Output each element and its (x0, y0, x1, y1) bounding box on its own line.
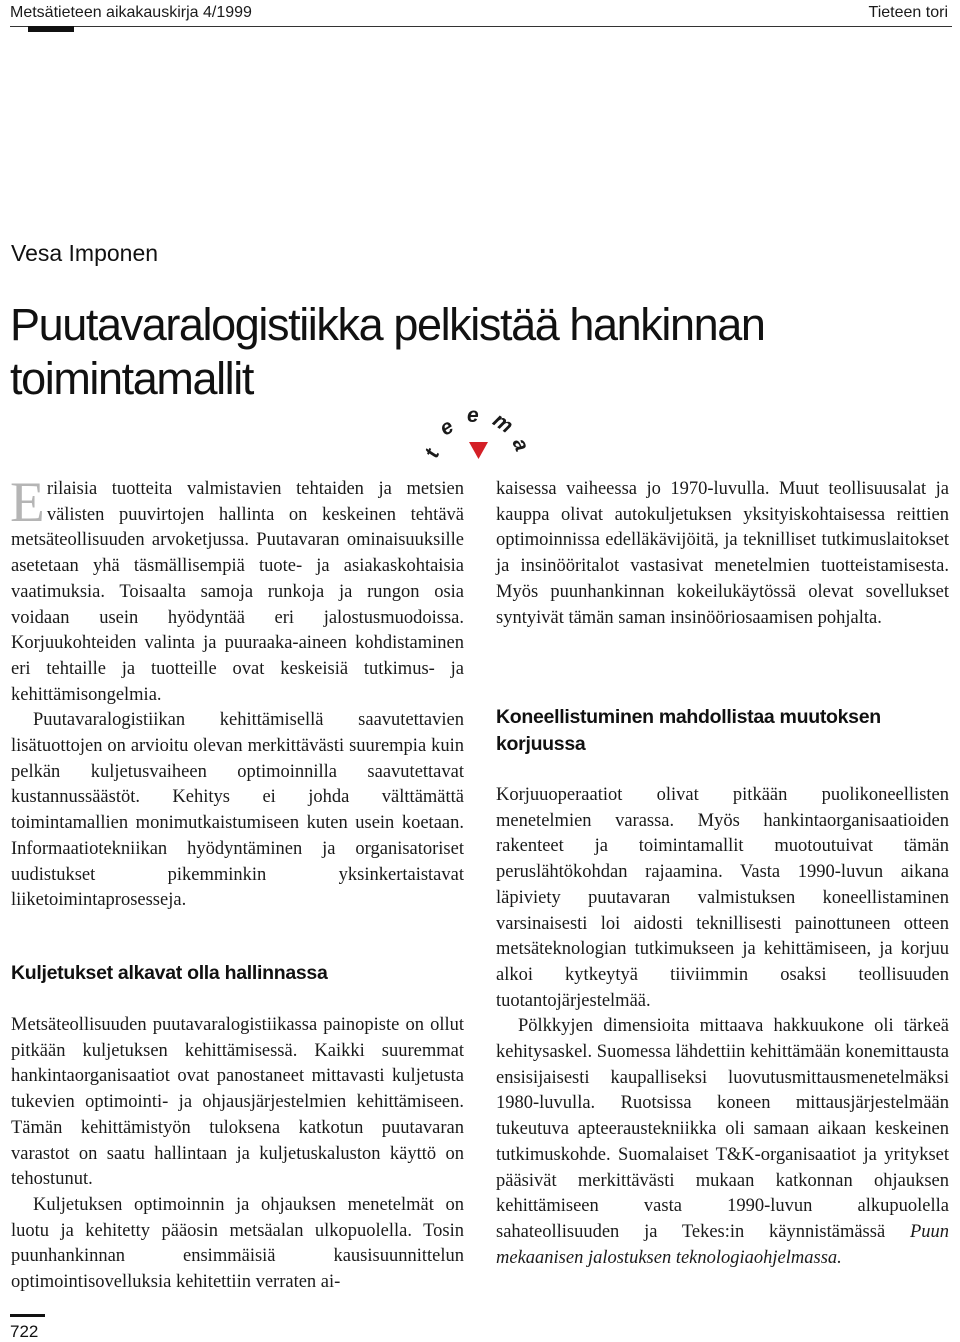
theme-letter: e (435, 414, 458, 441)
article-title: Puutavaralogistiikka pelkistää hankinnan toimintamallit (10, 299, 765, 404)
section-mechanization-paragraph-1: Korjuuoperaatiot olivat pitkään puolikoneellisten menetelmien varassa. Myös hankintaorganisaatioiden rakenteet ja toimintamallit muotoutuivat tämän peruslähtökohdan rajaamina. Vasta 1990-luvun aikana läpiviety puutavaran valmistuksen koneellistaminen varsinaisesti loi aidosti teknillisesti painottuneen otteen metsäteknologian tutkimukseen ja kehittämiseen, ja korjuu alkoi kytkeytyä tiiviimmin osaksi teollisuuden tuotantojärjestelmää. (496, 785, 949, 1011)
page-number-rule (10, 1314, 45, 1317)
continuation-text (496, 477, 949, 631)
theme-letter: m (488, 408, 518, 438)
section-heading-transport: Kuljetukset alkavat olla hallinnassa (11, 962, 328, 984)
theme-marker (415, 395, 545, 470)
section-transport-text (11, 1013, 464, 1296)
header-accent-block (28, 26, 74, 32)
header-rule (10, 26, 952, 27)
section-mechanization-paragraph-2-text: Pölkkyjen dimensioita mittaava hakkuukone oli tärkeä kehitysaskel. Suomessa lähdettiin kehittämään konemittausta ensisijaisesti kaupalliseksi luovutusmittausmenetelmäksi 1980-luvulla. Ruotsissa koneen mittausjärjestelmään tukeutuva apteeraustekniikka oli samaan aikaan keskeinen tutkimuskohde. Suomalaiset T&K-organisaatiot ja yritykset pääsivät merkittävästi mukaan katkonnan ohjauksen kehittämiseen vasta 1990-luvun alkupuolella sahateollisuuden ja Tekes:in käynnistämässä (496, 1016, 949, 1242)
intro-paragraph-1 (10, 471, 464, 708)
triangle-down-icon (469, 442, 488, 459)
intro-text (10, 471, 464, 914)
intro-paragraph-2: Puutavaralogistiikan kehittämisellä saavutettavien lisätuottojen on arvioitu olevan merkittävästi suurempia kuin pelkän kuljetusvaiheen optimoinnilla saavutettavat kustannussäästöt. Kehitys ei johda välttämättä toimintamallien monimutkaistumiseen kuten usein koetaan. Informaatiotekniikan hyödyntäminen ja organisatoriset uudistukset pikemminkin yksinkertaistavat liiketoimintaprosesseja. (11, 710, 464, 911)
theme-letter: t (420, 445, 445, 461)
theme-letter: e (467, 404, 479, 427)
program-name: Puun mekaanisen jalostuksen teknologiaohjelmassa. (496, 1221, 949, 1268)
section-mechanization-paragraph-2 (496, 1014, 949, 1271)
section-heading-mechanization: Koneellistuminen mahdollistaa muutoksen korjuussa (496, 706, 881, 755)
section-name: Tieteen tori (868, 4, 948, 21)
drop-cap: E (10, 471, 45, 534)
section-transport-paragraph-2: Kuljetuksen optimoinnin ja ohjauksen menetelmät on luotu ja kehitetty pääosin metsäalan ulkopuolella. Tosin puunhankinnan ensimmäisiä kausisuunnittelun optimointisovelluksia kehitettiin verraten ai- (11, 1194, 464, 1293)
section-mechanization-text (496, 783, 949, 1271)
continuation-paragraph: kaisessa vaiheessa jo 1970-luvulla. Muut teollisuusalat ja kauppa olivat autokuljetuksen yksityiskohtaisessa reittien optimoinnissa edelläkävijöitä, ja teknilliset tutkimuslaitokset ja insinööritalot vastasivat menetelmien tuotteistamisesta. Myös puunhankinnan kokeilukäytössä olevat sovellukset syntyivät tämän saman insinööriosaamisen pohjalta. (496, 479, 949, 628)
author-name: Vesa Imponen (11, 240, 159, 266)
intro-paragraph-1-text: rilaisia tuotteita valmistavien tehtaiden ja metsien välisten puuvirtojen hallinta on keskeinen tehtävä metsäteollisuuden arvoketjussa. Puutavaran ominaisuuksille asetetaan yhä täsmällisempiä tuote- ja asiakaskohtaisia vaatimuksia. Toisaalta samoja runkoja ja rungon osia voidaan usein hyödyntää eri jalostusmuodoissa. Korjuukohteiden valinta ja puuraaka-aineen kohdistaminen eri tehtaille ja tuotteille ovat keskeisiä tutkimus- ja kehittämisongelmia. (11, 479, 464, 705)
section-transport-paragraph-1: Metsäteollisuuden puutavaralogistiikassa painopiste on ollut pitkään kuljetuksen kehittämisessä. Kaikki suuremmat hankintaorganisaatiot ovat panostaneet mittavasti kuljetusta tukevien optimointi- ja ohjausjärjestelmien kehittämiseen. Tämän kehittämistyön tuloksena katkotun puutavaran varastot on saatu hallintaan ja kuljetuskaluston käyttö on tehostunut. (11, 1015, 464, 1190)
page-number: 722 (10, 1322, 39, 1341)
journal-name: Metsätieteen aikakauskirja 4/1999 (10, 4, 252, 21)
theme-letter: a (507, 434, 534, 455)
